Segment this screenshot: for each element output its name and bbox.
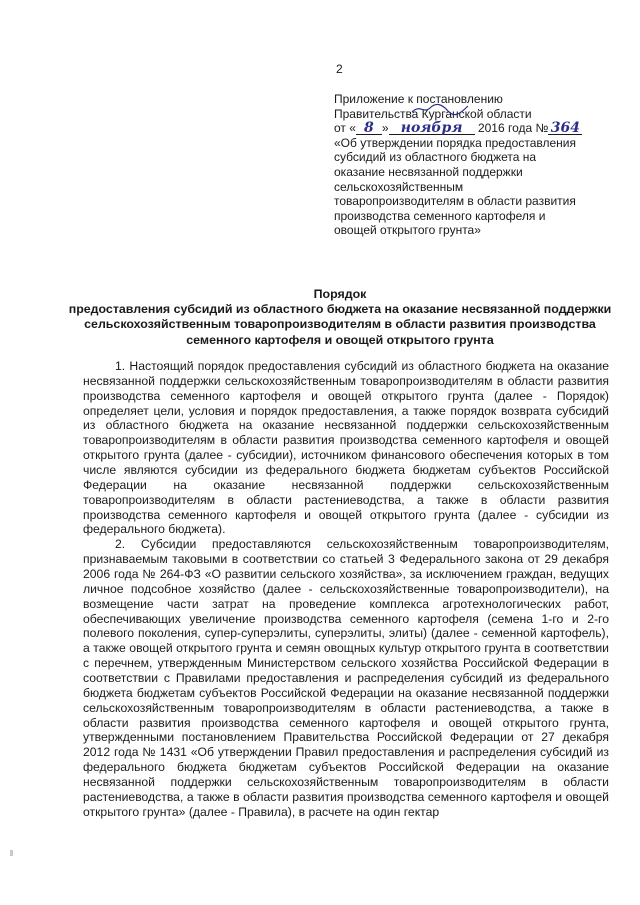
document-subheading: предоставления субсидий из областного бюджета на оказание несвязанной поддержки сельскохозяйственным товаропроизводителям в области развития производства семенного картофеля и овощей открытого грунта [68, 302, 612, 347]
appendix-title-line: субсидий из областного бюджета на [334, 150, 537, 165]
date-mid: » [381, 121, 389, 136]
document-body [83, 359, 609, 820]
date-day: 8 [356, 122, 382, 135]
paragraph-1: 1. Настоящий порядок предоставления субсидий из областного бюджета на оказание несвязанной поддержки сельскохозяйственным товаропроизводителям в области развития производства семенного картофеля и овощей открытого грунта (далее - Порядок) определяет цели, условия и порядок предоставления, а также порядок возврата субсидий из областного бюджета на оказание несвязанной поддержки сельскохозяйственным товаропроизводителям в области развития производства семенного картофеля и овощей открытого грунта (далее - субсидии), источником финансового обеспечения которых в том числе являются субсидии из федерального бюджета бюджетам субъектов Российской Федерации на оказание несвязанной поддержки сельскохозяйственным товаропроизводителям в области растениеводства, а также в области развития производства семенного картофеля и овощей открытого грунта (далее - субсидии из федерального бюджета). [83, 359, 609, 537]
handwritten-signature-mark [410, 102, 470, 116]
appendix-date-line [334, 121, 624, 136]
appendix-title-line: «Об утверждении порядка предоставления [334, 135, 576, 150]
appendix-title-line: производства семенного картофеля и [334, 208, 546, 223]
appendix-title-line: сельскохозяйственным [334, 179, 464, 194]
scan-margin-mark [10, 850, 13, 856]
appendix-line-1: Приложение к постановлению [334, 92, 503, 106]
document-title-block [60, 287, 620, 348]
page-number: 2 [336, 62, 343, 76]
document-number: 364 [548, 122, 582, 135]
paragraph-2: 2. Субсидии предоставляются сельскохозяйственным товаропроизводителям, признаваемым таковыми в соответствии со статьей 3 Федерального закона от 29 декабря 2006 года № 264-ФЗ «О развитии сельского хозяйства», за исключением граждан, ведущих личное подсобное хозяйство (далее - сельскохозяйственные товаропроизводители), на возмещение части затрат на проведение комплекса агротехнологических работ, обеспечивающих увеличение производства семенного картофеля (семена 1-го и 2-го полевого поколения, супер-суперэлиты, суперэлиты, элиты) (далее - семенной картофель), а также овощей открытого грунта и семян овощных культур открытого грунта в соответствии с перечнем, утвержденным Министерством сельского хозяйства Российской Федерации в соответствии с Правилами предоставления и распределения субсидий из федерального бюджета бюджетам субъектов Российской Федерации на оказание несвязанной поддержки сельскохозяйственным товаропроизводителям в области растениеводства, а также в области развития производства семенного картофеля и овощей открытого грунта, утвержденными постановлением Правительства Российской Федерации от 27 декабря 2012 года № 1431 «Об утверждении Правил предоставления и распределения субсидий из федерального бюджета бюджетам субъектов Российской Федерации на оказание несвязанной поддержки сельскохозяйственным товаропроизводителям в области растениеводства, а также в области развития производства семенного картофеля и овощей открытого грунта» (далее - Правила), в расчете на один гектар [83, 537, 609, 819]
date-month: ноября [389, 122, 475, 135]
appendix-block [334, 92, 624, 238]
appendix-title-line: товаропроизводителям в области развития [334, 194, 576, 209]
appendix-title [334, 136, 624, 238]
appendix-title-line: овощей открытого грунта» [334, 223, 481, 238]
date-prefix: от « [334, 121, 356, 136]
document-heading: Порядок [313, 287, 367, 301]
date-suffix: 2016 года № [477, 121, 549, 136]
appendix-line-2: Правительства Курганской области [334, 106, 532, 121]
appendix-title-line: оказание несвязанной поддержки [334, 164, 523, 179]
